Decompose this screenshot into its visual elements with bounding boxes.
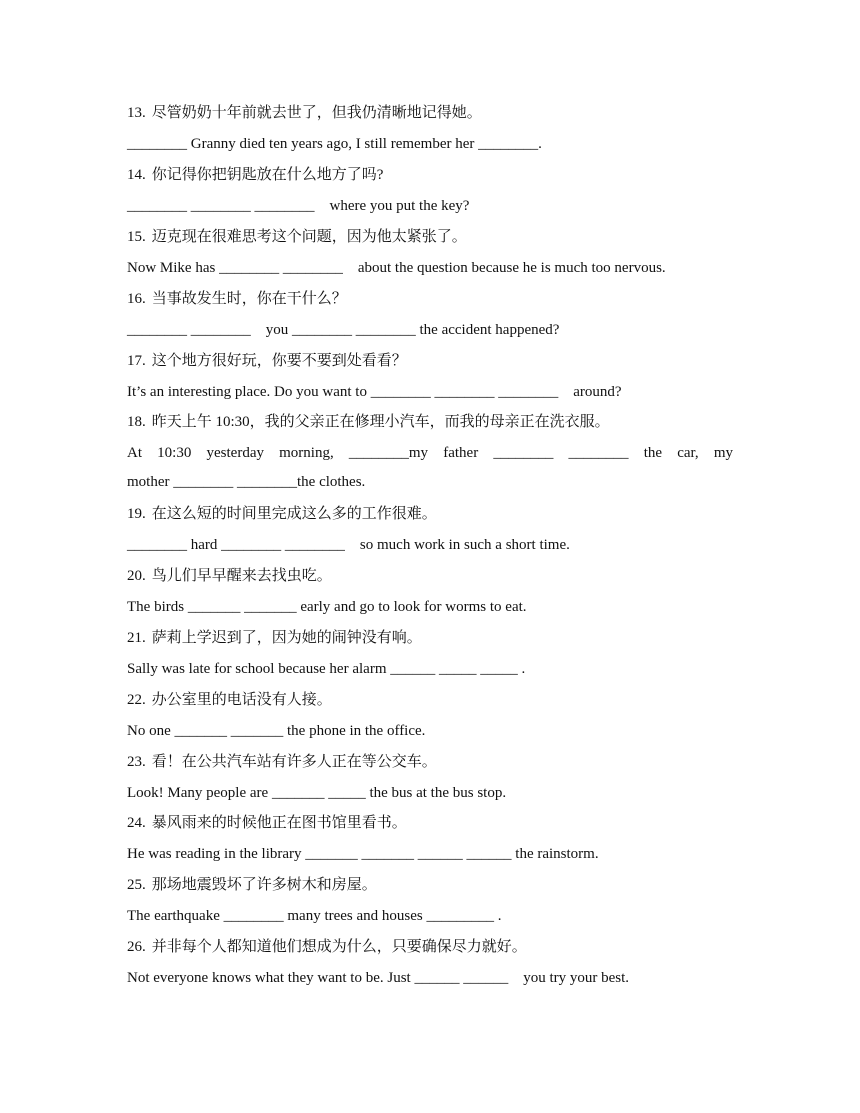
chinese-sentence: 暴风雨来的时候他正在图书馆里看书。 bbox=[151, 815, 407, 831]
english-sentence: Now Mike has ________ ________ about the question because he is much too nervous. bbox=[127, 260, 666, 276]
chinese-sentence: 在这么短的时间里完成这么多的工作很难。 bbox=[151, 506, 437, 522]
question-prompt bbox=[127, 875, 733, 895]
chinese-sentence: 鸟儿们早早醒来去找虫吃。 bbox=[151, 568, 332, 584]
question-17 bbox=[127, 351, 733, 402]
question-16 bbox=[127, 289, 733, 340]
question-21 bbox=[127, 628, 733, 679]
chinese-sentence: 这个地方很好玩，你要不要到处看看？ bbox=[151, 353, 407, 369]
question-13 bbox=[127, 103, 733, 154]
question-number: 21. bbox=[127, 630, 146, 646]
question-number: 24. bbox=[127, 815, 146, 831]
question-number: 22. bbox=[127, 692, 146, 708]
english-sentence: He was reading in the library _______ _______ ______ ______ the rainstorm. bbox=[127, 846, 599, 862]
english-sentence: The earthquake ________ many trees and houses _________ . bbox=[127, 908, 502, 924]
question-22 bbox=[127, 690, 733, 741]
chinese-sentence: 迈克现在很难思考这个问题，因为他太紧张了。 bbox=[151, 229, 467, 245]
english-sentence: ________ ________ ________ where you put the key? bbox=[127, 198, 470, 214]
english-sentence: ________ Granny died ten years ago, I still remember her ________. bbox=[127, 136, 542, 152]
question-prompt bbox=[127, 566, 733, 586]
chinese-sentence: 并非每个人都知道他们想成为什么，只要确保尽力就好。 bbox=[151, 939, 527, 955]
question-prompt bbox=[127, 165, 733, 185]
question-prompt bbox=[127, 289, 733, 309]
question-number: 23. bbox=[127, 754, 146, 770]
question-14 bbox=[127, 165, 733, 216]
chinese-sentence: 你记得你把钥匙放在什么地方了吗? bbox=[151, 167, 384, 183]
english-sentence: Look! Many people are _______ _____ the bus at the bus stop. bbox=[127, 785, 507, 801]
question-26 bbox=[127, 937, 733, 988]
question-prompt bbox=[127, 813, 733, 833]
question-24 bbox=[127, 813, 733, 864]
question-number: 13. bbox=[127, 105, 146, 121]
english-sentence: Sally was late for school because her alarm ______ _____ _____ . bbox=[127, 661, 526, 677]
question-prompt bbox=[127, 752, 733, 772]
question-15 bbox=[127, 227, 733, 278]
question-number: 17. bbox=[127, 353, 146, 369]
chinese-sentence: 当事故发生时，你在干什么？ bbox=[151, 291, 347, 307]
chinese-sentence: 尽管奶奶十年前就去世了，但我仍清晰地记得她。 bbox=[151, 105, 482, 121]
english-sentence: At 10:30 yesterday morning, ________my father ________ ________ the car, my bbox=[127, 445, 733, 461]
chinese-sentence: 萨莉上学迟到了，因为她的闹钟没有响。 bbox=[151, 630, 422, 646]
question-23 bbox=[127, 752, 733, 803]
chinese-sentence: 昨天上午 10:30，我的父亲正在修理小汽车，而我的母亲正在洗衣服。 bbox=[151, 414, 610, 430]
question-number: 16. bbox=[127, 291, 146, 307]
question-number: 14. bbox=[127, 167, 146, 183]
chinese-sentence: 办公室里的电话没有人接。 bbox=[151, 692, 332, 708]
chinese-sentence: 看！在公共汽车站有许多人正在等公交车。 bbox=[151, 754, 437, 770]
english-sentence: It’s an interesting place. Do you want to ________ ________ ________ around? bbox=[127, 384, 622, 400]
english-sentence: The birds _______ _______ early and go to look for worms to eat. bbox=[127, 599, 527, 615]
question-18 bbox=[127, 412, 733, 492]
english-sentence: ________ ________ you ________ ________ the accident happened? bbox=[127, 322, 560, 338]
question-number: 15. bbox=[127, 229, 146, 245]
english-sentence: Not everyone knows what they want to be. Just ______ ______ you try your best. bbox=[127, 970, 630, 986]
chinese-sentence: 那场地震毁坏了许多树木和房屋。 bbox=[151, 877, 377, 893]
question-number: 26. bbox=[127, 939, 146, 955]
question-number: 19. bbox=[127, 506, 146, 522]
question-25 bbox=[127, 875, 733, 926]
question-20 bbox=[127, 566, 733, 617]
question-number: 25. bbox=[127, 877, 146, 893]
question-prompt bbox=[127, 690, 733, 710]
english-sentence: No one _______ _______ the phone in the office. bbox=[127, 723, 426, 739]
question-prompt bbox=[127, 628, 733, 648]
question-number: 18. bbox=[127, 414, 146, 430]
question-19 bbox=[127, 504, 733, 555]
question-prompt bbox=[127, 937, 733, 957]
english-sentence: ________ hard ________ ________ so much work in such a short time. bbox=[127, 537, 570, 553]
question-number: 20. bbox=[127, 568, 146, 584]
question-prompt bbox=[127, 351, 733, 371]
english-sentence-continued: mother ________ ________the clothes. bbox=[127, 474, 366, 490]
question-prompt bbox=[127, 504, 733, 524]
question-prompt bbox=[127, 103, 733, 123]
question-prompt bbox=[127, 227, 733, 247]
question-prompt bbox=[127, 412, 733, 432]
